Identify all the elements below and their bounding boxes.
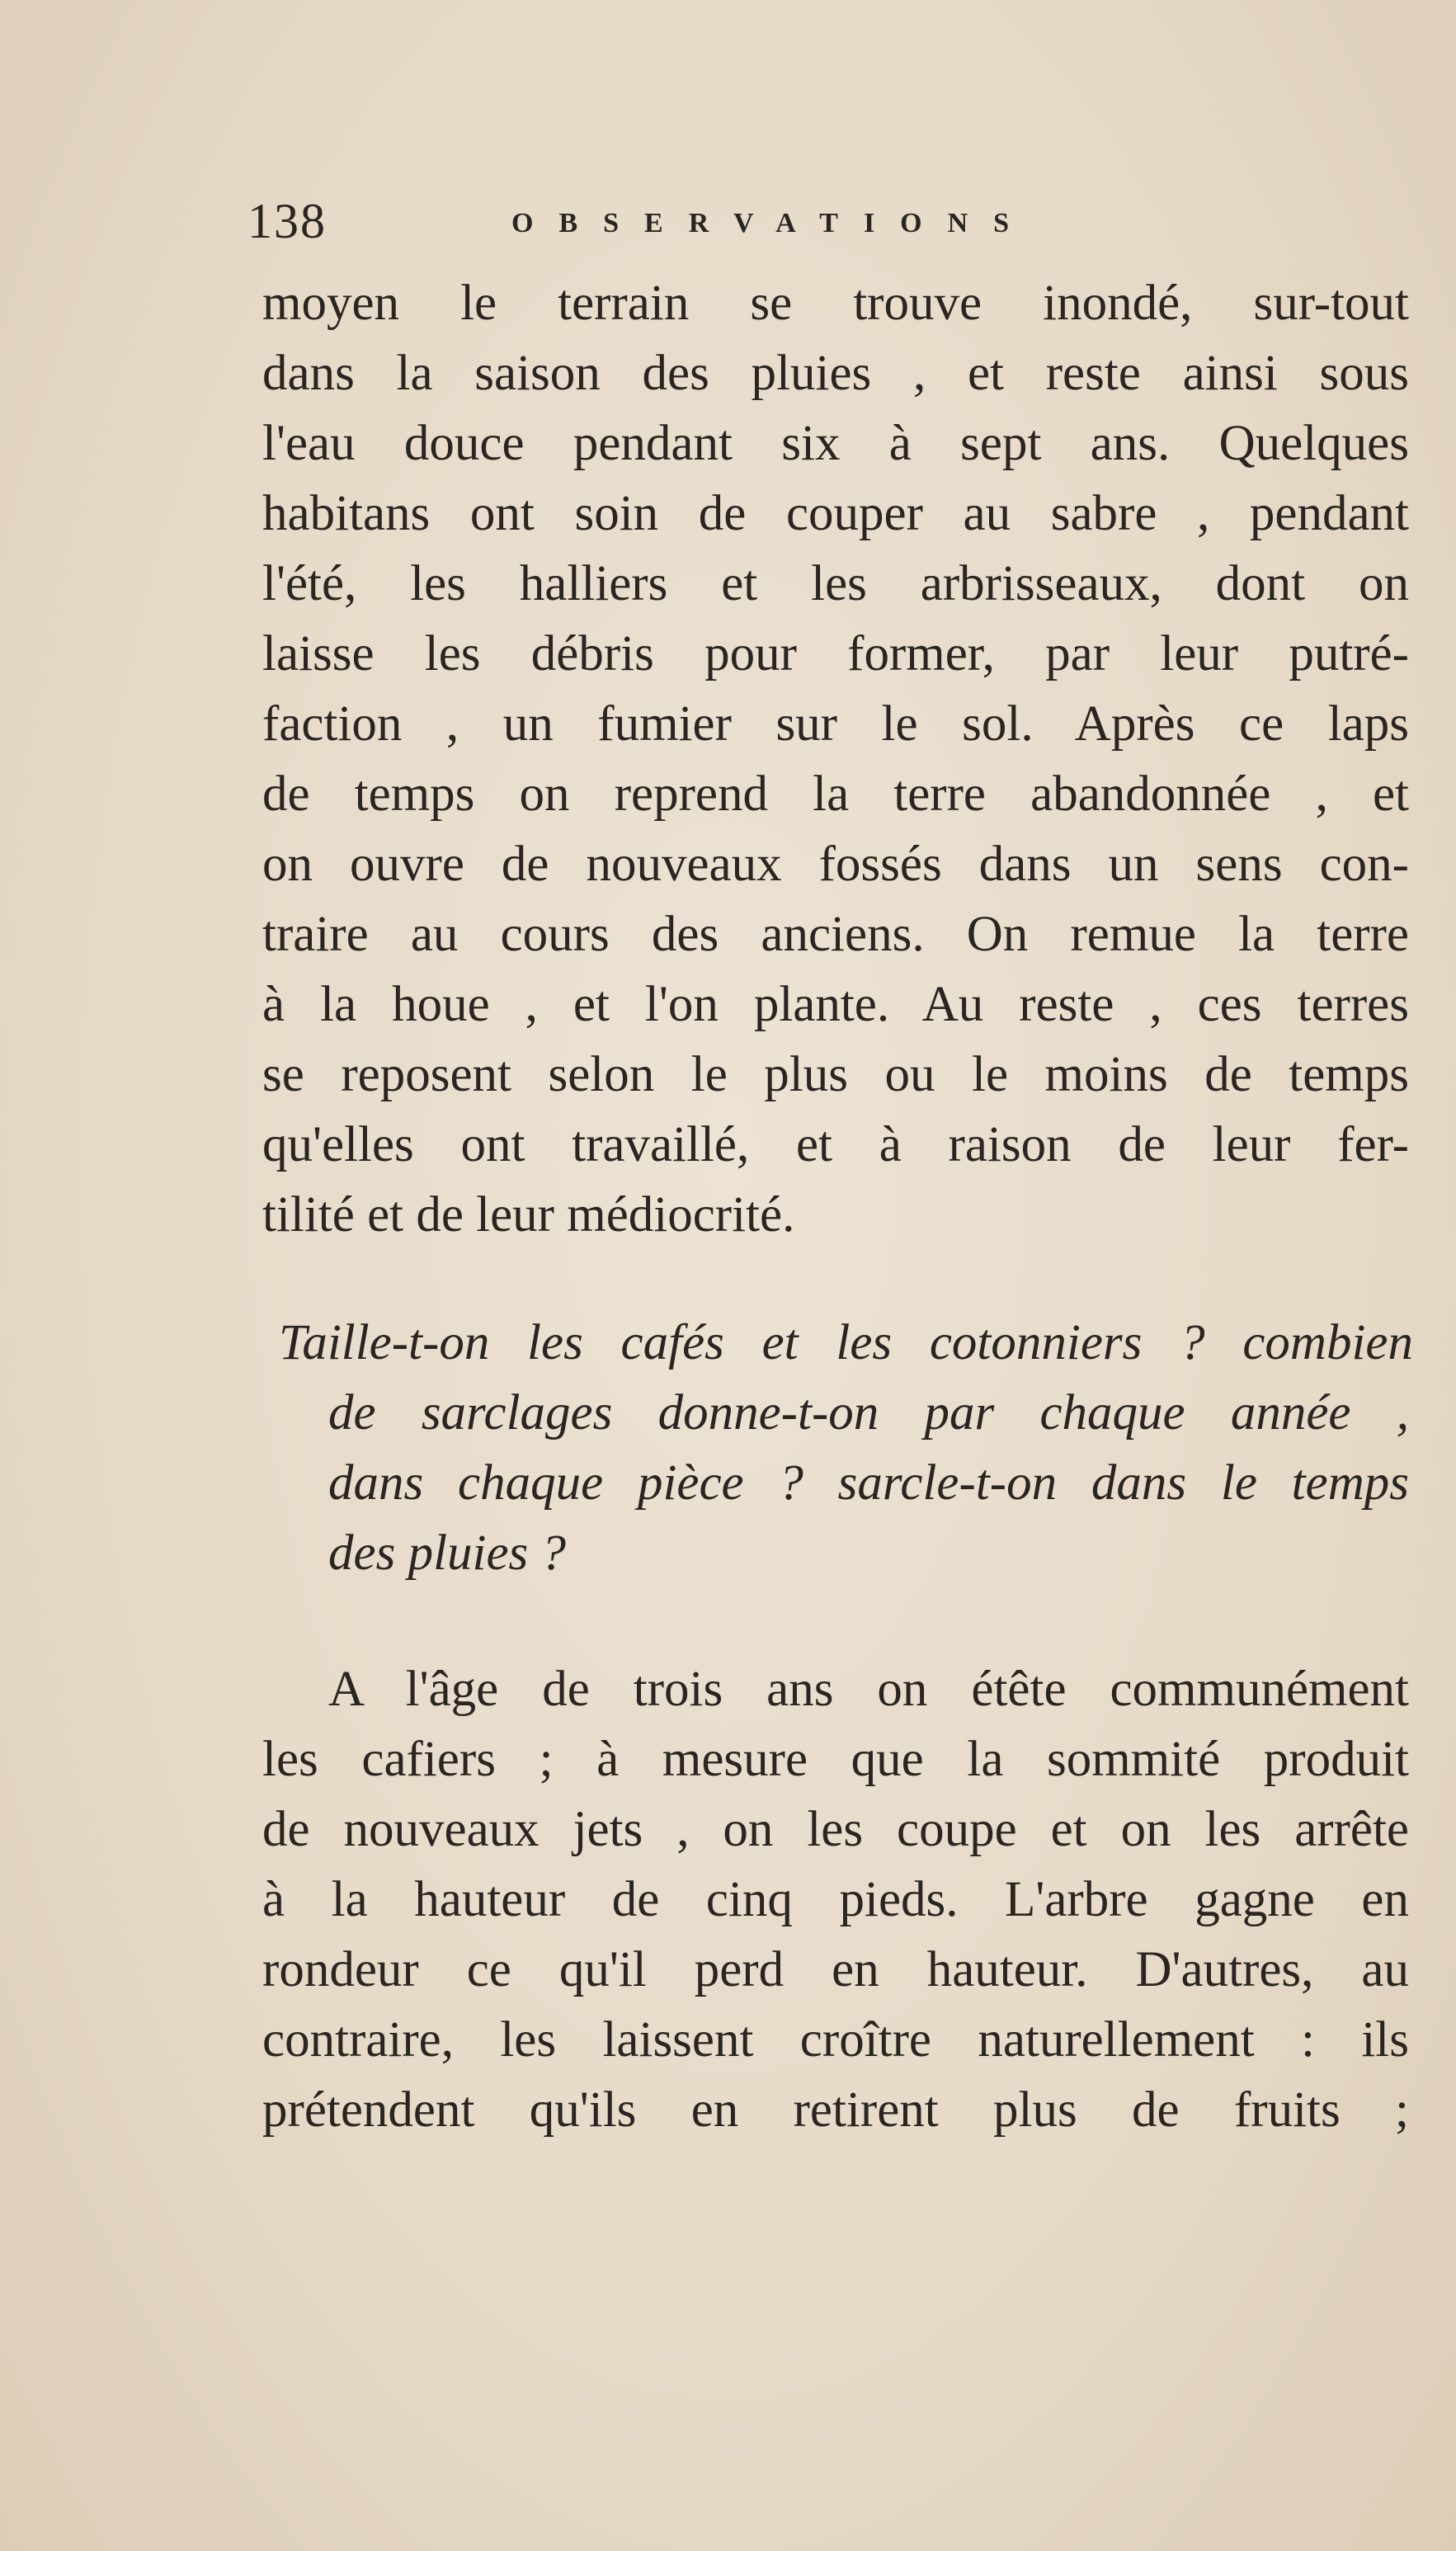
text-line: de temps on reprend la terre abandonnée , et xyxy=(262,766,1409,822)
text-line: prétendent qu'ils en retirent plus de fruits ; xyxy=(262,2082,1409,2138)
text-line: l'été, les halliers et les arbrisseaux, dont on xyxy=(262,556,1409,611)
text-line: dans la saison des pluies , et reste ainsi sous xyxy=(262,346,1409,401)
text-line: habitans ont soin de couper au sabre , pendant xyxy=(262,486,1409,541)
question-line: des pluies ? xyxy=(328,1525,567,1581)
text-line: faction , un fumier sur le sol. Après ce laps xyxy=(262,696,1409,752)
text-line: à la hauteur de cinq pieds. L'arbre gagne en xyxy=(262,1872,1409,1927)
text-line: contraire, les laissent croître naturellement : ils xyxy=(262,2012,1409,2068)
text-line: à la houe , et l'on plante. Au reste , ces terres xyxy=(262,977,1409,1032)
question-line: dans chaque pièce ? sarcle-t-on dans le temps xyxy=(328,1455,1409,1511)
text-line: de nouveaux jets , on les coupe et on les arrête xyxy=(262,1802,1409,1857)
page-number: 138 xyxy=(247,194,327,248)
text-line: traire au cours des anciens. On remue la terre xyxy=(262,907,1409,962)
text-line: A l'âge de trois ans on étête communément xyxy=(328,1662,1409,1717)
text-line: l'eau douce pendant six à sept ans. Quelques xyxy=(262,416,1409,471)
page-header xyxy=(247,188,1402,254)
text-line: se reposent selon le plus ou le moins de temps xyxy=(262,1047,1409,1102)
text-line: moyen le terrain se trouve inondé, sur-tout xyxy=(262,276,1409,331)
text-line: qu'elles ont travaillé, et à raison de leur fer- xyxy=(262,1117,1409,1172)
text-line: rondeur ce qu'il perd en hauteur. D'autres, au xyxy=(262,1942,1409,1997)
text-line: on ouvre de nouveaux fossés dans un sens con- xyxy=(262,837,1409,892)
question-line: Taille-t-on les cafés et les cotonniers ? combien xyxy=(279,1315,1413,1370)
question-line: de sarclages donne-t-on par chaque année , xyxy=(328,1385,1409,1441)
text-line: les cafiers ; à mesure que la sommité produit xyxy=(262,1732,1409,1787)
running-title: OBSERVATIONS xyxy=(511,208,1035,238)
text-line: tilité et de leur médiocrité. xyxy=(262,1187,795,1242)
text-line: laisse les débris pour former, par leur putré- xyxy=(262,626,1409,681)
